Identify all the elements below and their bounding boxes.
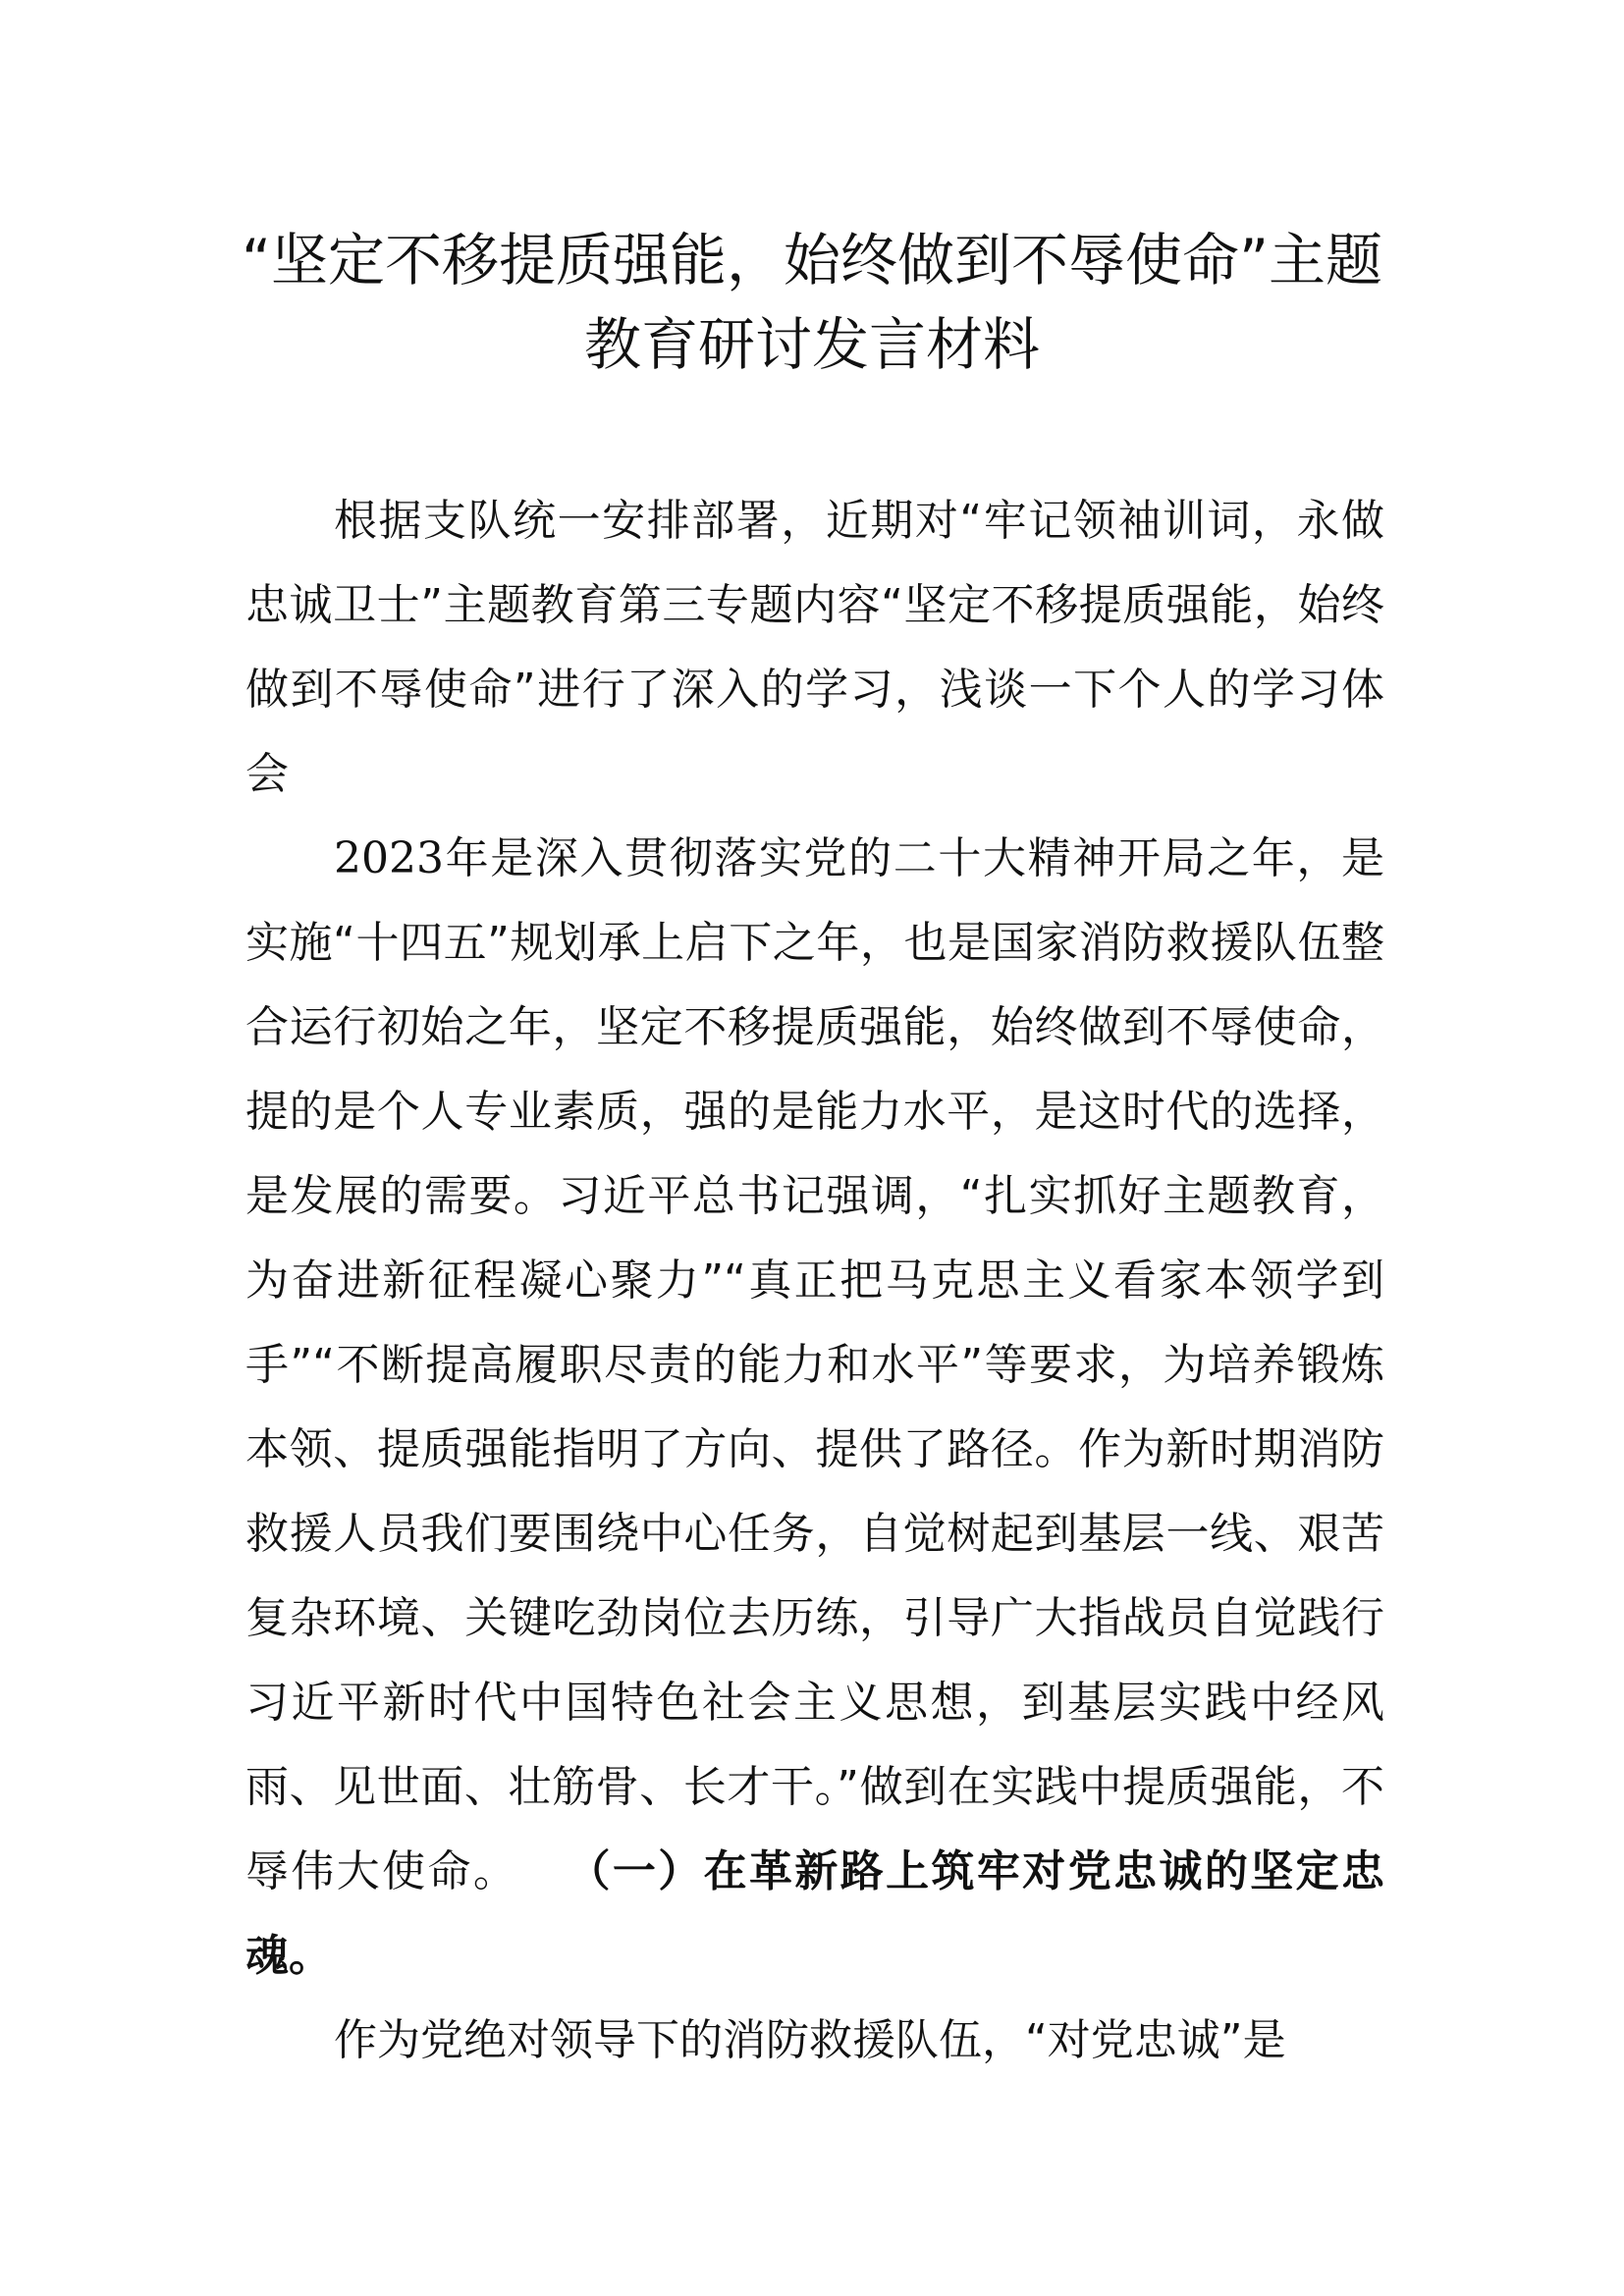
paragraph-2023-text: 年是深入贯彻落实党的二十大精神开局之年，是实施“十四五”规划承上启下之年，也是国家消防救援队伍整合运行初始之年，坚定不移提质强能，始终做到不辱使命，提的是个人专业素质，强的是能力水平，是这时代的选择，是发展的需要。习近平总书记强调，“扎实抓好主题教育，为奋进新征程凝心聚力”“真正把马克思主义看家本领学到手”“不断提高履职尽责的能力和水平”等要求，为培养锻炼本领、提质强能指明了方向、提供了路径。作为新时期消防救援人员我们要围绕中心任务，自觉树起到基层一线、艰苦复杂环境、关键吃劲岗位去历练，引导广大指战员自觉践行习近平新时代中国特色社会主义思想，到基层实践中经风雨、见世面、壮筋骨、长才干。”做到在实践中提质强能，不辱伟大使命。: [245, 833, 1384, 1896]
paragraph-intro: [245, 479, 1384, 817]
paragraph-loyalty-text: 作为党绝对领导下的消防救援队伍，“对党忠诚”是: [334, 2015, 1286, 2065]
document-body: [245, 479, 1384, 2083]
paragraph-intro-text: 根据支队统一安排部署，近期对“牢记领袖训词，永做忠诚卫士”主题教育第三专题内容“坚定不移提质强能，始终做到不辱使命”进行了深入的学习，浅谈一下个人的学习体会: [245, 496, 1384, 799]
paragraph-loyalty: [245, 1999, 1384, 2083]
paragraph-2023: [245, 817, 1384, 1999]
document-title: “坚定不移提质强能，始终做到不辱使命”主题教育研讨发言材料: [241, 227, 1383, 378]
year-number: 2023: [334, 833, 444, 883]
section-heading-one: （一）在革新路上筑牢对党忠诚的坚定忠魂。: [245, 1846, 1385, 1981]
